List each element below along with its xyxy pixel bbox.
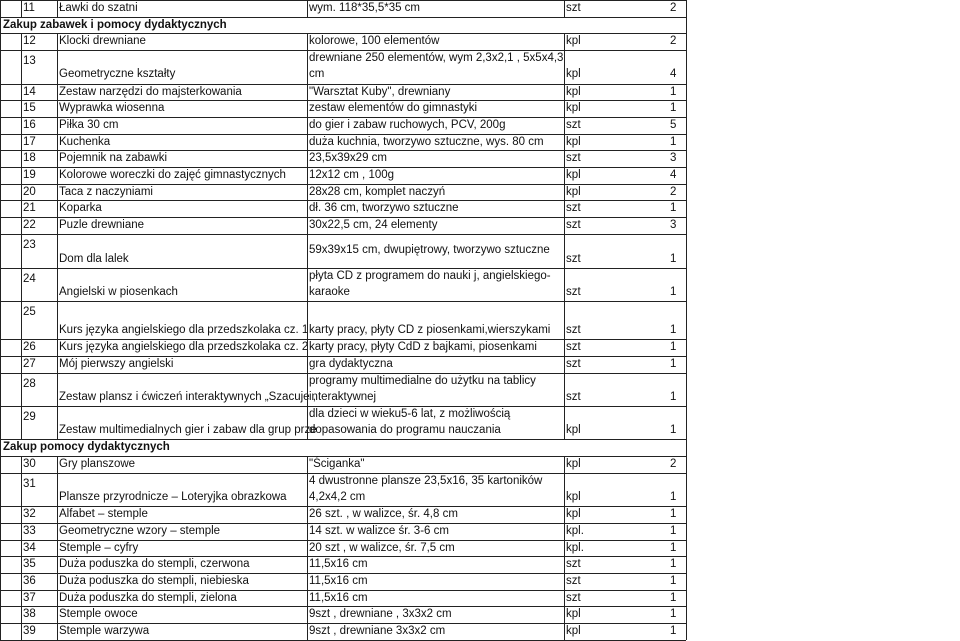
- table-row: [0, 184, 686, 201]
- item-description: 14 szt. w walizce śr. 3-6 cm: [309, 524, 449, 537]
- item-number: 18: [23, 152, 36, 165]
- item-quantity: 1: [670, 491, 677, 504]
- item-name: Kolorowe woreczki do zajęć gimnastycznych: [59, 169, 286, 181]
- column-border: [21, 0, 22, 17]
- table-row: [0, 623, 686, 640]
- item-description: 30x22,5 cm, 24 elementy: [309, 219, 438, 232]
- table-row: [0, 456, 686, 473]
- item-number: 19: [23, 169, 36, 181]
- table-row: [0, 556, 686, 573]
- item-name: Zestaw narzędzi do majsterkowania: [59, 85, 242, 98]
- item-name: Koparka: [59, 202, 102, 215]
- item-description: karty pracy, płyty CD z piosenkami,wierszykami: [309, 324, 551, 337]
- item-name: Angielski w piosenkach: [59, 286, 178, 299]
- item-unit: szt: [566, 252, 581, 265]
- item-number: 36: [23, 575, 36, 587]
- item-number: 16: [23, 118, 36, 131]
- item-name: Stemple – cyfry: [59, 541, 139, 554]
- item-description: wym. 118*35,5*35 cm: [309, 2, 421, 14]
- item-quantity: 3: [670, 152, 677, 165]
- table-row: [0, 33, 686, 50]
- item-quantity: 1: [670, 424, 677, 437]
- item-unit: kpl: [566, 169, 581, 181]
- item-name: Pojemnik na zabawki: [59, 152, 168, 165]
- table-row: [0, 200, 686, 217]
- row-divider: [0, 0, 686, 1]
- item-description-line-1: programy multimedialne do użytku na tablicy: [309, 374, 536, 387]
- section-title: Zakup zabawek i pomocy dydaktycznych: [3, 18, 227, 31]
- item-quantity: 3: [670, 219, 677, 232]
- table-row: [0, 590, 686, 607]
- item-unit: kpl: [566, 185, 581, 198]
- item-description: 12x12 cm , 100g: [309, 169, 395, 181]
- item-name: Plansze przyrodnicze – Loteryjka obrazkowa: [59, 491, 287, 504]
- item-unit: kpl: [566, 508, 581, 521]
- item-number: 11: [23, 2, 35, 14]
- table-row: [0, 234, 686, 268]
- item-description-line-2: karaoke: [309, 286, 350, 299]
- item-number: 38: [23, 608, 36, 621]
- table-row: [0, 217, 686, 234]
- table-row: [0, 606, 686, 623]
- column-border: [686, 0, 687, 640]
- item-number: 13: [23, 55, 36, 68]
- column-border: [307, 33, 308, 439]
- column-border: [0, 0, 1, 640]
- item-unit: kpl: [566, 424, 581, 437]
- section-title: Zakup pomocy dydaktycznych: [3, 441, 170, 454]
- table-row: [0, 373, 686, 406]
- item-quantity: 2: [670, 458, 677, 471]
- table-row: [0, 540, 686, 557]
- item-unit: szt: [566, 286, 581, 299]
- table-row: [0, 339, 686, 356]
- item-description-line-1: 4 dwustronne plansze 23,5x16, 35 kartoników: [309, 474, 543, 487]
- item-name: Puzle drewniane: [59, 219, 145, 232]
- item-unit: szt: [566, 558, 581, 571]
- item-unit: kpl: [566, 85, 581, 98]
- table-row: [0, 301, 686, 339]
- item-name: Kurs języka angielskiego dla przedszkolaka cz. 2: [59, 341, 309, 354]
- item-unit: szt: [566, 202, 581, 215]
- table-row: [0, 523, 686, 540]
- section-header-row: [0, 439, 686, 456]
- item-description: dł. 36 cm, tworzywo sztuczne: [309, 202, 459, 215]
- item-number: 25: [23, 306, 36, 319]
- item-description: 20 szt , w walizce, śr. 7,5 cm: [309, 541, 455, 554]
- item-name: Wyprawka wiosenna: [59, 102, 165, 115]
- column-border: [57, 33, 58, 439]
- item-number: 32: [23, 508, 36, 521]
- item-unit: szt: [566, 390, 581, 403]
- item-number: 26: [23, 341, 36, 354]
- item-name: Duża poduszka do stempli, zielona: [59, 591, 237, 604]
- item-unit: szt: [566, 2, 581, 14]
- item-unit: kpl: [566, 625, 581, 638]
- item-description: 26 szt. , w walizce, śr. 4,8 cm: [309, 508, 458, 521]
- item-description: duża kuchnia, tworzywo sztuczne, wys. 80 cm: [309, 135, 544, 148]
- column-border: [564, 0, 565, 17]
- item-name: Zestaw plansz i ćwiczeń interaktywnych „Szacuje ,: [59, 390, 316, 403]
- item-quantity: 5: [670, 118, 677, 131]
- item-quantity: 1: [670, 608, 677, 621]
- column-border: [307, 0, 308, 17]
- item-description: "Ściganka": [309, 458, 365, 471]
- table-row: [0, 150, 686, 167]
- item-unit: szt: [566, 575, 581, 587]
- item-number: 30: [23, 458, 36, 471]
- table-row: [0, 134, 686, 151]
- item-unit: szt: [566, 118, 581, 131]
- item-description: 11,5x16 cm: [309, 558, 368, 571]
- table-row: [0, 117, 686, 134]
- table-row: [0, 406, 686, 439]
- item-unit: szt: [566, 357, 581, 370]
- table-row: [0, 268, 686, 301]
- item-unit: kpl: [566, 102, 581, 115]
- item-quantity: 1: [670, 357, 677, 370]
- item-name: Dom dla lalek: [59, 252, 129, 265]
- item-number: 21: [23, 202, 36, 215]
- item-number: 20: [23, 185, 36, 198]
- item-name: Kuchenka: [59, 135, 111, 148]
- item-quantity: 4: [670, 68, 677, 81]
- item-name: Geometryczne kształty: [59, 68, 176, 81]
- item-quantity: 1: [670, 524, 677, 537]
- item-description: 28x28 cm, komplet naczyń: [309, 185, 446, 198]
- item-name: Stemple warzywa: [59, 625, 150, 638]
- item-quantity: 2: [670, 35, 677, 48]
- item-quantity: 1: [670, 541, 677, 554]
- item-quantity: 1: [670, 85, 677, 98]
- item-quantity: 1: [670, 286, 677, 299]
- item-description: kolorowe, 100 elementów: [309, 35, 440, 48]
- section-header-row: [0, 17, 686, 34]
- item-name: Stemple owoce: [59, 608, 138, 621]
- item-quantity: 1: [670, 102, 677, 115]
- item-description: 11,5x16 cm: [309, 591, 368, 604]
- item-description: 59x39x15 cm, dwupiętrowy, tworzywo sztuczne: [309, 243, 550, 256]
- item-quantity: 2: [670, 2, 677, 14]
- item-number: 27: [23, 357, 36, 370]
- item-number: 22: [23, 219, 36, 232]
- item-description: zestaw elementów do gimnastyki: [309, 102, 478, 115]
- item-name: Geometryczne wzory – stemple: [59, 524, 221, 537]
- table-row: [0, 100, 686, 117]
- item-name: Ławki do szatni: [59, 2, 138, 14]
- item-quantity: 1: [670, 341, 677, 354]
- item-description: do gier i zabaw ruchowych, PCV, 200g: [309, 118, 506, 131]
- item-description: 11,5x16 cm: [309, 575, 368, 587]
- item-description-line-1: płyta CD z programem do nauki j, angielskiego-: [309, 269, 551, 282]
- table-row: [0, 84, 686, 101]
- item-quantity: 1: [670, 508, 677, 521]
- column-border: [21, 456, 22, 640]
- item-description-line-1: dla dzieci w wieku5-6 lat, z możliwością: [309, 408, 511, 420]
- item-quantity: 1: [670, 558, 677, 571]
- table-row: [0, 573, 686, 590]
- item-quantity: 1: [670, 252, 677, 265]
- item-description-line-2: interaktywnej: [309, 390, 377, 403]
- item-description-line-1: drewniane 250 elementów, wym 2,3x2,1 , 5x5x4,3: [309, 52, 564, 65]
- item-quantity: 1: [670, 202, 677, 215]
- item-name: Klocki drewniane: [59, 35, 146, 48]
- item-number: 31: [23, 477, 36, 490]
- column-border: [57, 456, 58, 640]
- table-row: [0, 167, 686, 184]
- item-unit: szt: [566, 152, 581, 165]
- item-number: 35: [23, 558, 36, 571]
- item-quantity: 4: [670, 169, 677, 181]
- item-name: Zestaw multimedialnych gier i zabaw dla grup prze: [59, 424, 317, 437]
- item-description: 9szt , drewniane , 3x3x2 cm: [309, 608, 452, 621]
- item-unit: szt: [566, 591, 581, 604]
- item-name: Duża poduszka do stempli, niebieska: [59, 575, 249, 587]
- item-description: 9szt , drewniane 3x3x2 cm: [309, 625, 446, 638]
- column-border: [21, 33, 22, 439]
- table-row: [0, 0, 686, 17]
- item-description: 23,5x39x29 cm: [309, 152, 387, 165]
- item-name: Kurs języka angielskiego dla przedszkolaka cz. 1: [59, 324, 309, 337]
- item-name: Mój pierwszy angielski: [59, 357, 174, 370]
- item-name: Piłka 30 cm: [59, 118, 119, 131]
- item-name: Duża poduszka do stempli, czerwona: [59, 558, 250, 571]
- table-row: [0, 506, 686, 523]
- item-quantity: 1: [670, 591, 677, 604]
- item-unit: szt: [566, 219, 581, 232]
- item-number: 34: [23, 541, 36, 554]
- item-number: 39: [23, 625, 36, 638]
- item-name: Gry planszowe: [59, 458, 136, 471]
- item-unit: kpl: [566, 491, 581, 504]
- item-number: 33: [23, 524, 36, 537]
- table-row: [0, 50, 686, 83]
- item-quantity: 1: [670, 135, 677, 148]
- item-number: 28: [23, 377, 36, 390]
- column-border: [57, 0, 58, 17]
- item-number: 17: [23, 135, 36, 148]
- table-row: [0, 356, 686, 373]
- item-number: 29: [23, 411, 36, 423]
- column-border: [564, 33, 565, 439]
- item-name: Alfabet – stemple: [59, 508, 148, 521]
- column-border: [307, 456, 308, 640]
- item-name: Taca z naczyniami: [59, 185, 153, 198]
- item-unit: kpl: [566, 35, 581, 48]
- item-quantity: 1: [670, 625, 677, 638]
- item-description-line-2: cm: [309, 68, 325, 81]
- item-quantity: 1: [670, 324, 677, 337]
- item-unit: kpl.: [566, 524, 584, 537]
- item-quantity: 1: [670, 575, 677, 587]
- item-number: 12: [23, 35, 36, 48]
- item-number: 23: [23, 238, 36, 251]
- item-unit: szt: [566, 341, 581, 354]
- item-description-line-2: dopasowania do programu nauczania: [309, 424, 501, 437]
- item-unit: szt: [566, 324, 581, 337]
- item-description: "Warsztat Kuby", drewniany: [309, 85, 451, 98]
- item-unit: kpl: [566, 458, 581, 471]
- item-quantity: 2: [670, 185, 677, 198]
- item-description: gra dydaktyczna: [309, 357, 393, 370]
- item-description: karty pracy, płyty CdD z bajkami, piosenkami: [309, 341, 537, 354]
- item-description-line-2: 4,2x4,2 cm: [309, 491, 366, 504]
- item-number: 37: [23, 591, 36, 604]
- item-number: 24: [23, 272, 36, 285]
- item-unit: kpl: [566, 608, 581, 621]
- table-row: [0, 473, 686, 506]
- item-unit: kpl.: [566, 541, 584, 554]
- item-quantity: 1: [670, 390, 677, 403]
- item-unit: kpl: [566, 135, 581, 148]
- item-number: 14: [23, 85, 36, 98]
- item-number: 15: [23, 102, 36, 115]
- column-border: [564, 456, 565, 640]
- item-unit: kpl: [566, 68, 581, 81]
